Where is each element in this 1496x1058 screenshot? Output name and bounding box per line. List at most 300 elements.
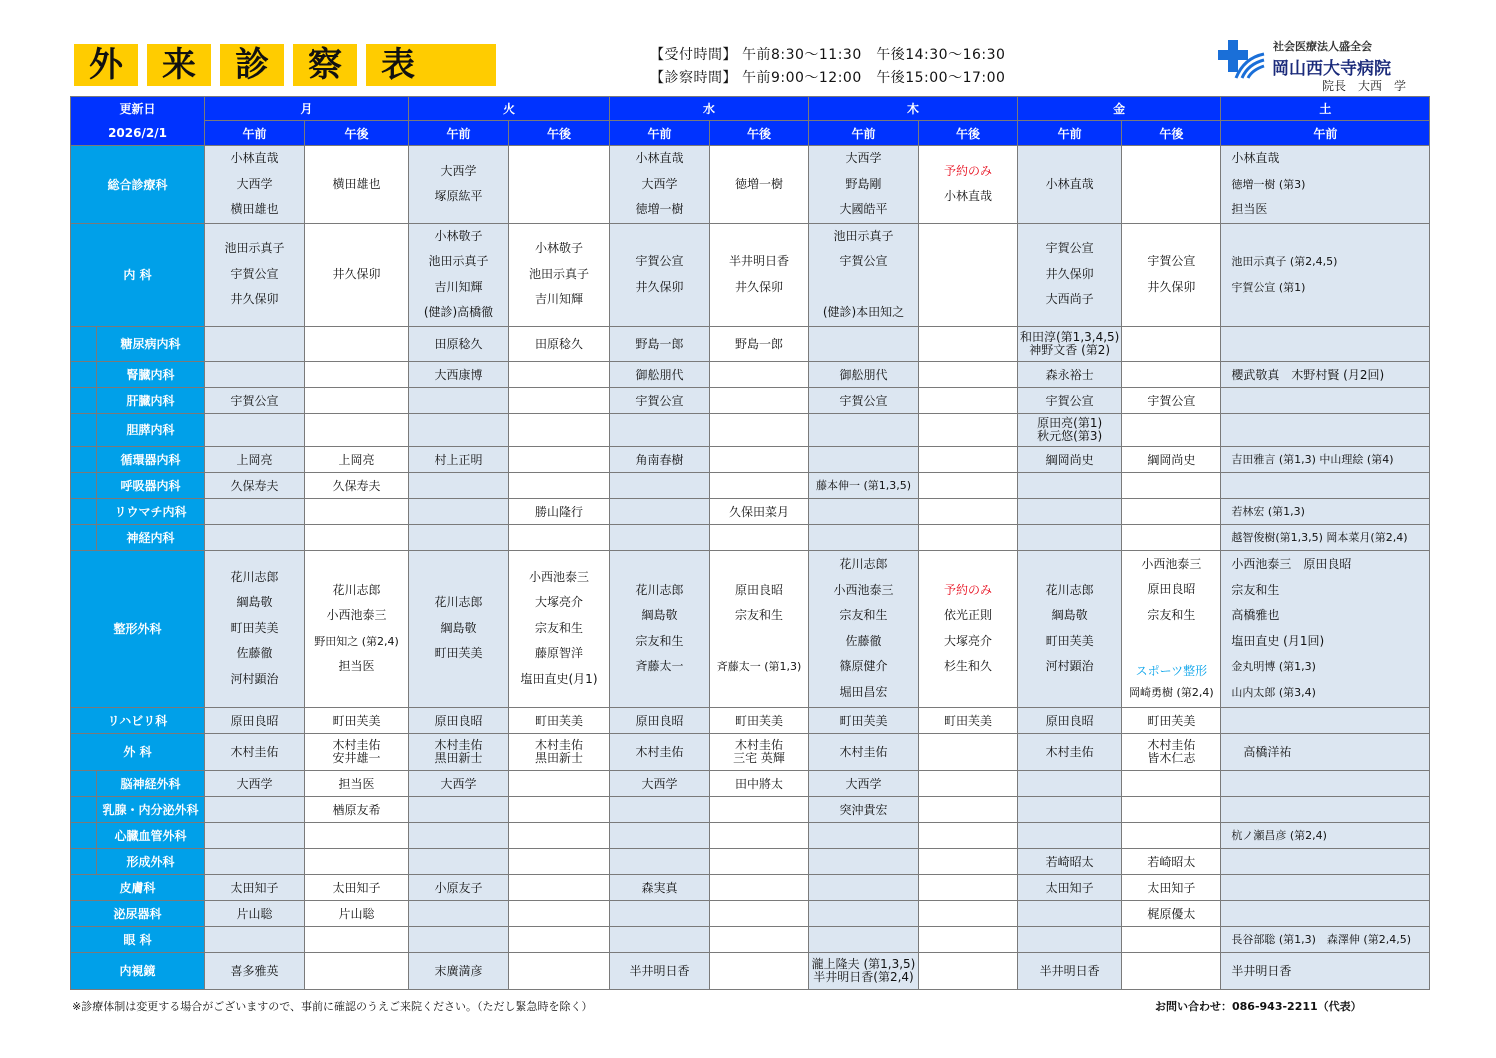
- schedule-cell: [1018, 472, 1122, 498]
- doctor-name: 池田示真子: [428, 254, 489, 268]
- dept-name: 糖尿病内科: [97, 326, 205, 361]
- doctor-name: 若林宏 (第1,3): [1231, 505, 1305, 518]
- doctor-name: 御舩朋代: [635, 367, 684, 382]
- doctor-name: 宗友和生: [839, 608, 888, 622]
- title-char-2: 来: [147, 44, 211, 86]
- schedule-cell: [1018, 146, 1122, 224]
- schedule-cell: [509, 146, 610, 224]
- schedule-cell: [1122, 413, 1221, 446]
- schedule-cell: [205, 733, 305, 770]
- doctor-name: 黒田新士: [434, 750, 483, 765]
- doctor-name: 花川志郎: [434, 595, 483, 610]
- schedule-cell: [409, 822, 509, 848]
- doctor-name: (健診)本田知之: [822, 305, 905, 319]
- schedule-cell: [409, 223, 509, 326]
- schedule-cell: [1122, 472, 1221, 498]
- schedule-cell: [610, 326, 710, 361]
- doctor-name: 徳増一樹: [734, 176, 783, 191]
- schedule-cell: [409, 361, 509, 387]
- hospital-name: 岡山西大寺病院: [1272, 59, 1391, 79]
- schedule-cell: [610, 733, 710, 770]
- schedule-cell: [409, 952, 509, 989]
- doctor-name: 原田良昭: [434, 713, 483, 728]
- schedule-cell: [205, 146, 305, 224]
- schedule-row: [71, 223, 1430, 326]
- schedule-cell: [809, 387, 919, 413]
- schedule-cell: [809, 926, 919, 952]
- schedule-cell: [809, 550, 919, 707]
- doctor-name: 長谷部聡 (第1,3) 森澤伸 (第2,4,5): [1231, 933, 1412, 946]
- doctor-name: 井久保卯: [332, 266, 381, 281]
- schedule-cell: [1122, 707, 1221, 733]
- dept-name: 乳腺・内分泌外科: [97, 796, 205, 822]
- doctor-name: 原田良昭: [230, 713, 279, 728]
- schedule-cell: [919, 387, 1018, 413]
- updated-date: 2026/2/1: [108, 126, 167, 140]
- schedule-cell: [1122, 524, 1221, 550]
- schedule-cell: [1122, 326, 1221, 361]
- schedule-cell: [205, 874, 305, 900]
- schedule-cell: [809, 796, 919, 822]
- schedule-cell: [710, 361, 809, 387]
- schedule-cell: [305, 952, 409, 989]
- doctor-name: 宗友和生: [1147, 607, 1196, 622]
- doctor-name: 野島一郎: [734, 337, 783, 351]
- schedule-cell: [509, 952, 610, 989]
- schedule-cell: [809, 822, 919, 848]
- schedule-cell: [509, 733, 610, 770]
- schedule-cell: [205, 326, 305, 361]
- doctor-name: 花川志郎: [839, 557, 888, 571]
- doctor-name: 宇賀公宣: [635, 254, 684, 268]
- schedule-row: [71, 926, 1430, 952]
- schedule-cell: [205, 223, 305, 326]
- schedule-row: [71, 848, 1430, 874]
- schedule-cell: [710, 770, 809, 796]
- dept-indent: [71, 770, 97, 796]
- schedule-cell: [509, 223, 610, 326]
- schedule-cell: [710, 926, 809, 952]
- doctor-name: 金丸明博 (第1,3): [1231, 660, 1316, 673]
- schedule-cell: [509, 874, 610, 900]
- hospital-director: 院長 大西 学: [1322, 79, 1407, 93]
- schedule-row: [71, 146, 1430, 224]
- schedule-cell: [1221, 900, 1430, 926]
- schedule-cell: [919, 413, 1018, 446]
- doctor-name: 喜多雅英: [230, 964, 279, 978]
- doctor-name: 神野文香 (第2): [1029, 342, 1111, 357]
- doctor-name: 宗友和生: [635, 633, 684, 648]
- doctor-name: 原田良昭: [1045, 713, 1094, 728]
- schedule-cell: [305, 472, 409, 498]
- schedule-cell: [1221, 550, 1430, 707]
- dept-indent: [71, 361, 97, 387]
- doctor-name: 担当医: [338, 659, 375, 673]
- schedule-cell: [305, 326, 409, 361]
- day-wed: 水: [610, 97, 809, 121]
- schedule-cell: [509, 770, 610, 796]
- doctor-name: 町田芙美: [734, 713, 783, 728]
- doctor-name: 小林敬子: [534, 241, 583, 256]
- doctor-name: 大西尚子: [1045, 292, 1094, 307]
- schedule-cell: [710, 796, 809, 822]
- schedule-cell: [610, 413, 710, 446]
- doctor-name: 井久保卯: [1147, 279, 1196, 294]
- schedule-cell: [305, 874, 409, 900]
- doctor-name: 井久保卯: [635, 279, 684, 294]
- doctor-name: 楢原友希: [332, 802, 381, 817]
- schedule-cell: [509, 926, 610, 952]
- schedule-cell: [1018, 952, 1122, 989]
- schedule-cell: [610, 550, 710, 707]
- schedule-cell: [1221, 223, 1430, 326]
- schedule-cell: [1018, 361, 1122, 387]
- doctor-name: 田原稔久: [534, 337, 583, 351]
- schedule-cell: [409, 326, 509, 361]
- doctor-name: 佐藤徹: [845, 633, 882, 648]
- schedule-cell: [305, 524, 409, 550]
- schedule-cell: [610, 446, 710, 472]
- schedule-cell: [409, 550, 509, 707]
- schedule-cell: [1018, 733, 1122, 770]
- doctor-name: 梶原優太: [1147, 906, 1196, 921]
- doctor-name: 宇賀公宣: [1147, 393, 1196, 408]
- schedule-cell: [409, 498, 509, 524]
- doctor-name: 木村圭佑: [332, 737, 381, 752]
- doctor-name: 大西学: [845, 151, 882, 165]
- schedule-cell: [305, 900, 409, 926]
- schedule-cell: [710, 707, 809, 733]
- doctor-name: 小林直哉: [1231, 151, 1280, 165]
- schedule-cell: [710, 413, 809, 446]
- title-char-5-pad: [430, 44, 496, 86]
- schedule-cell: [1018, 874, 1122, 900]
- schedule-cell: [1221, 387, 1430, 413]
- schedule-cell: [509, 848, 610, 874]
- schedule-row: [71, 524, 1430, 550]
- schedule-cell: [409, 926, 509, 952]
- schedule-cell: [1122, 387, 1221, 413]
- schedule-cell: [710, 952, 809, 989]
- title-char-3: 診: [220, 44, 284, 86]
- schedule-cell: [1018, 524, 1122, 550]
- schedule-cell: [809, 770, 919, 796]
- doctor-name: 半井明日香: [1231, 964, 1292, 978]
- schedule-cell: [409, 446, 509, 472]
- title-char-1: 外: [74, 44, 138, 86]
- schedule-row: [71, 550, 1430, 707]
- doctor-name: 木村圭佑: [1045, 745, 1094, 759]
- schedule-body: [71, 146, 1430, 990]
- doctor-name: 町田芙美: [534, 713, 583, 728]
- schedule-cell: [710, 848, 809, 874]
- doctor-name: 町田芙美: [1147, 713, 1196, 728]
- doctor-name: 上岡亮: [338, 452, 375, 467]
- schedule-cell: [1221, 874, 1430, 900]
- schedule-cell: [205, 524, 305, 550]
- schedule-cell: [409, 733, 509, 770]
- schedule-row: [71, 413, 1430, 446]
- schedule-cell: [919, 326, 1018, 361]
- doctor-name: 木村圭佑: [734, 737, 783, 752]
- schedule-cell: [305, 550, 409, 707]
- schedule-cell: [205, 900, 305, 926]
- doctor-name: 上岡亮: [236, 452, 273, 467]
- doctor-name: 半井明日香: [629, 964, 690, 978]
- schedule-cell: [919, 550, 1018, 707]
- schedule-cell: [1221, 326, 1430, 361]
- schedule-cell: [610, 822, 710, 848]
- doctor-name: 吉川知輝: [534, 292, 583, 307]
- schedule-cell: [1122, 498, 1221, 524]
- schedule-row: [71, 472, 1430, 498]
- doctor-name: 徳増一樹 (第3): [1231, 177, 1306, 191]
- schedule-cell: [205, 848, 305, 874]
- doctor-name: 横田雄也: [230, 202, 279, 216]
- schedule-cell: [710, 446, 809, 472]
- doctor-name: 野田知之 (第2,4): [314, 634, 399, 648]
- schedule-cell: [1018, 848, 1122, 874]
- doctor-name: 町田芙美: [230, 620, 279, 635]
- schedule-cell: [409, 874, 509, 900]
- doctor-name: 小西池泰三: [833, 582, 894, 597]
- doctor-name: 宗友和生: [734, 608, 783, 622]
- schedule-cell: [1221, 926, 1430, 952]
- schedule-cell: [809, 413, 919, 446]
- schedule-cell: [1221, 848, 1430, 874]
- doctor-name: 安井雄一: [332, 750, 381, 765]
- schedule-cell: [919, 446, 1018, 472]
- doctor-name: 宇賀公宣: [1147, 254, 1196, 268]
- doctor-name: 秋元悠(第3): [1037, 428, 1103, 443]
- doctor-name: 山内太郎 (第3,4): [1231, 685, 1316, 699]
- doctor-name: 大西学: [440, 776, 477, 791]
- schedule-cell: [1018, 707, 1122, 733]
- doctor-name: 大西学: [236, 176, 273, 191]
- schedule-cell: [305, 413, 409, 446]
- schedule-cell: [205, 707, 305, 733]
- schedule-cell: [205, 472, 305, 498]
- schedule-cell: [509, 498, 610, 524]
- doctor-name: 大塚亮介: [534, 595, 583, 610]
- schedule-cell: [710, 874, 809, 900]
- schedule-cell: [919, 223, 1018, 326]
- schedule-cell: [1221, 952, 1430, 989]
- schedule-cell: [710, 550, 809, 707]
- doctor-name: 横田雄也: [332, 176, 381, 191]
- schedule-cell: [710, 146, 809, 224]
- schedule-cell: [710, 822, 809, 848]
- doctor-name: 町田芙美: [332, 713, 381, 728]
- doctor-name: 斉藤太一 (第1,3): [716, 660, 802, 673]
- cell-blank-line: [712, 629, 806, 655]
- doctor-name: 予約のみ: [943, 582, 992, 597]
- doctor-name: 宇賀公宣 (第1): [1231, 280, 1306, 294]
- doctor-name: 宇賀公宣: [1045, 241, 1094, 256]
- sat-am: 午前: [1221, 121, 1430, 146]
- schedule-cell: [610, 524, 710, 550]
- doctor-name: 森実真: [641, 880, 678, 895]
- doctor-name: 太田知子: [1147, 880, 1196, 895]
- schedule-cell: [509, 361, 610, 387]
- dept-name: 呼吸器内科: [97, 472, 205, 498]
- doctor-name: 皆木仁志: [1147, 750, 1196, 765]
- schedule-cell: [1018, 413, 1122, 446]
- schedule-cell: [509, 900, 610, 926]
- schedule-cell: [205, 387, 305, 413]
- schedule-cell: [809, 498, 919, 524]
- doctor-name: 杭ノ瀬昌彦 (第2,4): [1231, 829, 1327, 842]
- dept-indent: [71, 472, 97, 498]
- dept-name: 内 科: [71, 223, 205, 326]
- schedule-cell: [1122, 926, 1221, 952]
- doctor-name: 大西学: [641, 776, 678, 791]
- dept-indent: [71, 498, 97, 524]
- schedule-cell: [305, 822, 409, 848]
- schedule-cell: [809, 733, 919, 770]
- schedule-cell: [409, 387, 509, 413]
- schedule-cell: [1221, 446, 1430, 472]
- doctor-name: 花川志郎: [1045, 582, 1094, 597]
- doctor-name: 田原稔久: [434, 337, 483, 351]
- doctor-name: 櫻武敬真 木野村賢 (月2回): [1231, 367, 1385, 382]
- doctor-name: 井久保卯: [230, 292, 279, 307]
- schedule-cell: [1221, 770, 1430, 796]
- schedule-cell: [1018, 446, 1122, 472]
- doctor-name: 木村圭佑: [1147, 737, 1196, 752]
- doctor-name: 依光正則: [943, 608, 992, 622]
- doctor-name: 綱島敬: [236, 595, 273, 610]
- doctor-name: 岡崎勇樹 (第2,4): [1129, 685, 1214, 699]
- doctor-name: 井久保卯: [1045, 266, 1094, 281]
- doctor-name: 御舩朋代: [839, 367, 888, 382]
- doctor-name: 河村顕治: [1045, 659, 1094, 673]
- schedule-cell: [205, 550, 305, 707]
- doctor-name: 担当医: [338, 776, 375, 791]
- doctor-name: スポーツ整形: [1135, 663, 1208, 678]
- schedule-cell: [409, 848, 509, 874]
- schedule-cell: [1221, 146, 1430, 224]
- schedule-cell: [809, 900, 919, 926]
- dept-name: 神経内科: [97, 524, 205, 550]
- doctor-name: 宇賀公宣: [230, 266, 279, 281]
- schedule-cell: [1018, 326, 1122, 361]
- schedule-cell: [610, 796, 710, 822]
- doctor-name: 三宅 英輝: [733, 750, 785, 765]
- schedule-cell: [919, 524, 1018, 550]
- schedule-cell: [509, 387, 610, 413]
- schedule-row: [71, 446, 1430, 472]
- schedule-cell: [1221, 707, 1430, 733]
- doctor-name: 木村圭佑: [230, 745, 279, 759]
- schedule-cell: [919, 472, 1018, 498]
- schedule-row: [71, 952, 1430, 989]
- schedule-cell: [1018, 796, 1122, 822]
- day-fri: 金: [1018, 97, 1221, 121]
- schedule-cell: [1221, 822, 1430, 848]
- doctor-name: 河村顕治: [230, 671, 279, 686]
- day-mon: 月: [205, 97, 409, 121]
- schedule-cell: [305, 733, 409, 770]
- doctor-name: 木村圭佑: [635, 745, 684, 759]
- schedule-cell: [1221, 796, 1430, 822]
- schedule-cell: [710, 387, 809, 413]
- dept-indent: [71, 796, 97, 822]
- doctor-name: 宇賀公宣: [635, 393, 684, 408]
- schedule-cell: [610, 926, 710, 952]
- schedule-cell: [610, 770, 710, 796]
- contact-info: お問い合わせ：086-943-2211（代表）: [1155, 1000, 1362, 1013]
- doctor-name: 藤原智洋: [534, 646, 583, 661]
- doctor-name: 宇賀公宣: [839, 393, 888, 408]
- doctor-name: 町田芙美: [434, 646, 483, 661]
- thu-pm: 午後: [919, 121, 1018, 146]
- doctor-name: 宇賀公宣: [839, 254, 888, 268]
- updated-label: 更新日: [119, 102, 156, 116]
- doctor-name: 篠原健介: [839, 659, 888, 673]
- schedule-cell: [305, 223, 409, 326]
- doctor-name: 大西学: [440, 163, 477, 178]
- dept-name: リウマチ内科: [97, 498, 205, 524]
- schedule-cell: [710, 900, 809, 926]
- doctor-name: 町田芙美: [839, 713, 888, 728]
- doctor-name: 小林直哉: [635, 151, 684, 165]
- doctor-name: 池田示真子: [528, 266, 589, 281]
- doctor-name: 大西学: [845, 776, 882, 791]
- schedule-cell: [710, 223, 809, 326]
- mon-am: 午前: [205, 121, 305, 146]
- schedule-cell: [919, 952, 1018, 989]
- dept-name: 外 科: [71, 733, 205, 770]
- schedule-cell: [809, 848, 919, 874]
- schedule-cell: [809, 707, 919, 733]
- doctor-name: 小林敬子: [434, 228, 483, 243]
- schedule-cell: [1122, 361, 1221, 387]
- schedule-cell: [305, 770, 409, 796]
- doctor-name: 小西池泰三: [1141, 556, 1202, 571]
- schedule-cell: [610, 952, 710, 989]
- schedule-cell: [809, 223, 919, 326]
- schedule-row: [71, 822, 1430, 848]
- schedule-table: [70, 96, 1430, 990]
- schedule-row: [71, 707, 1430, 733]
- schedule-cell: [409, 796, 509, 822]
- doctor-name: 片山聡: [236, 906, 273, 921]
- doctor-name: 小林直哉: [1045, 176, 1094, 191]
- day-thu: 木: [809, 97, 1018, 121]
- schedule-cell: [305, 796, 409, 822]
- doctor-name: 太田知子: [332, 880, 381, 895]
- dept-name: リハビリ科: [71, 707, 205, 733]
- schedule-cell: [1122, 900, 1221, 926]
- schedule-cell: [809, 361, 919, 387]
- dept-name: 形成外科: [97, 848, 205, 874]
- doctor-name: 塚原紘平: [434, 189, 483, 204]
- title-char-5: 表: [366, 44, 430, 86]
- doctor-name: 吉川知輝: [434, 279, 483, 294]
- doctor-name: 池田示真子 (第2,4,5): [1231, 255, 1338, 268]
- schedule-cell: [1122, 770, 1221, 796]
- schedule-cell: [509, 707, 610, 733]
- dept-indent: [71, 848, 97, 874]
- schedule-cell: [409, 900, 509, 926]
- schedule-cell: [305, 387, 409, 413]
- schedule-cell: [305, 707, 409, 733]
- schedule-cell: [305, 498, 409, 524]
- tue-am: 午前: [409, 121, 509, 146]
- schedule-cell: [919, 874, 1018, 900]
- doctor-name: 花川志郎: [230, 569, 279, 584]
